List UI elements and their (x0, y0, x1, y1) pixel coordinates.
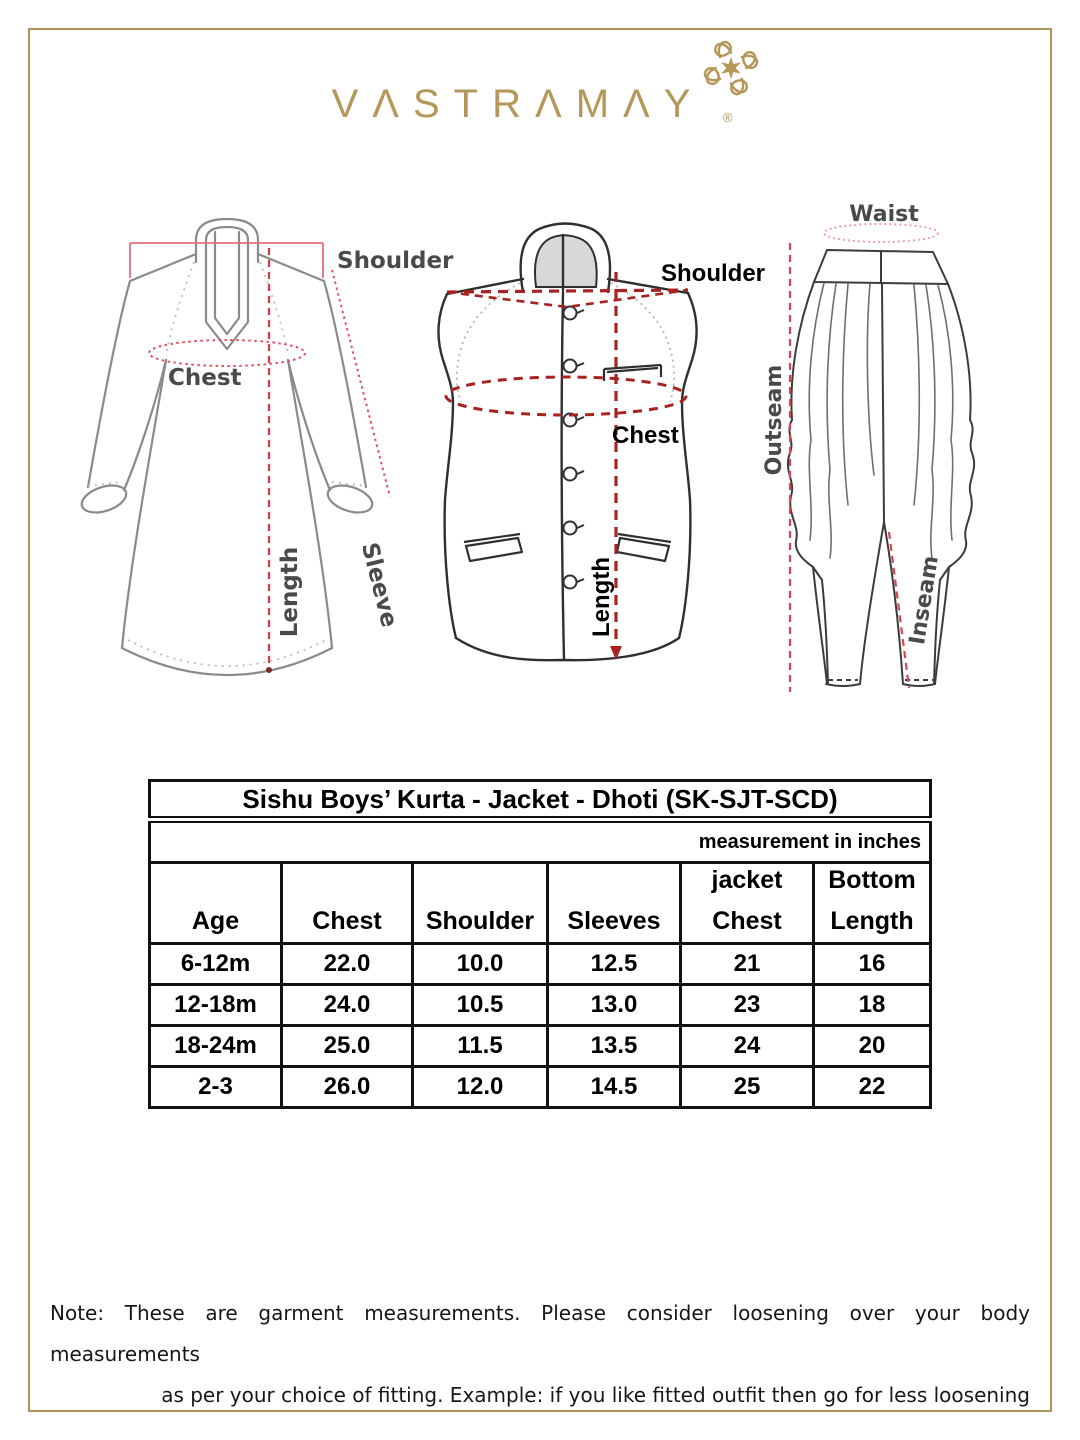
jacket-length-label: Length (588, 557, 615, 637)
cell-sleeves: 12.5 (548, 944, 681, 985)
measurement-note (50, 1293, 1030, 1416)
cell-shoulder: 10.0 (413, 944, 548, 985)
cell-chest: 22.0 (282, 944, 413, 985)
brand-wordmark: VΛSTRΛMΛY (331, 82, 705, 126)
table-row (150, 1026, 931, 1067)
cell-jacket-chest: 25 (681, 1067, 814, 1108)
cell-bottom-length: 16 (814, 944, 931, 985)
cell-sleeves: 13.5 (548, 1026, 681, 1067)
dhoti-outseam-label: Outseam (762, 364, 787, 476)
cell-jacket-chest: 23 (681, 985, 814, 1026)
size-chart-title: Sishu Boys’ Kurta - Jacket - Dhoti (SK-SJT-SCD) (150, 781, 931, 820)
table-row (150, 985, 931, 1026)
cell-shoulder: 11.5 (413, 1026, 548, 1067)
size-chart-unit-note: measurement in inches (150, 820, 931, 863)
column-header-bottom-length: Bottom Length (814, 863, 931, 944)
size-chart-table (148, 779, 932, 1109)
kurta-drawing (78, 219, 454, 675)
cell-sleeves: 13.0 (548, 985, 681, 1026)
table-row (150, 1067, 931, 1108)
cell-age: 6-12m (150, 944, 282, 985)
cell-jacket-chest: 21 (681, 944, 814, 985)
kurta-chest-label: Chest (168, 365, 242, 391)
cell-jacket-chest: 24 (681, 1026, 814, 1067)
dhoti-waist-label: Waist (849, 202, 919, 227)
dhoti-drawing (762, 202, 974, 692)
garment-measurement-diagrams (0, 190, 1080, 765)
column-header-shoulder: Shoulder (413, 863, 548, 944)
cell-bottom-length: 22 (814, 1067, 931, 1108)
kurta-length-label: Length (277, 546, 303, 638)
kurta-shoulder-label: Shoulder (337, 248, 454, 274)
brand-header (0, 82, 1080, 127)
cell-bottom-length: 20 (814, 1026, 931, 1067)
cell-age: 12-18m (150, 985, 282, 1026)
cell-shoulder: 12.0 (413, 1067, 548, 1108)
cell-shoulder: 10.5 (413, 985, 548, 1026)
kurta-sleeve-label: Sleeve (355, 540, 403, 630)
column-header-jacket-chest: jacket Chest (681, 863, 814, 944)
column-header-age: Age (150, 863, 282, 944)
jacket-drawing (438, 224, 765, 661)
table-row (150, 944, 931, 985)
registered-trademark-symbol: ® (722, 110, 733, 125)
cell-sleeves: 14.5 (548, 1067, 681, 1108)
cell-chest: 24.0 (282, 985, 413, 1026)
note-line-2: as per your choice of fitting. Example: if you like fitted outfit then go for less loosening (161, 1383, 1030, 1407)
cell-chest: 26.0 (282, 1067, 413, 1108)
cell-age: 2-3 (150, 1067, 282, 1108)
size-chart-header-row (150, 863, 931, 944)
jacket-shoulder-label: Shoulder (661, 260, 766, 287)
cell-age: 18-24m (150, 1026, 282, 1067)
brand-flower-emblem-icon (694, 30, 768, 104)
column-header-chest: Chest (282, 863, 413, 944)
note-line-1: Note: These are garment measurements. Please consider loosening over your body measurements (50, 1301, 1030, 1366)
kurta-measure-lines (130, 243, 390, 673)
cell-chest: 25.0 (282, 1026, 413, 1067)
dhoti-inseam-label: Inseam (905, 554, 944, 647)
column-header-sleeves: Sleeves (548, 863, 681, 944)
jacket-measure-lines (446, 272, 688, 660)
cell-bottom-length: 18 (814, 985, 931, 1026)
jacket-chest-label: Chest (612, 422, 679, 449)
